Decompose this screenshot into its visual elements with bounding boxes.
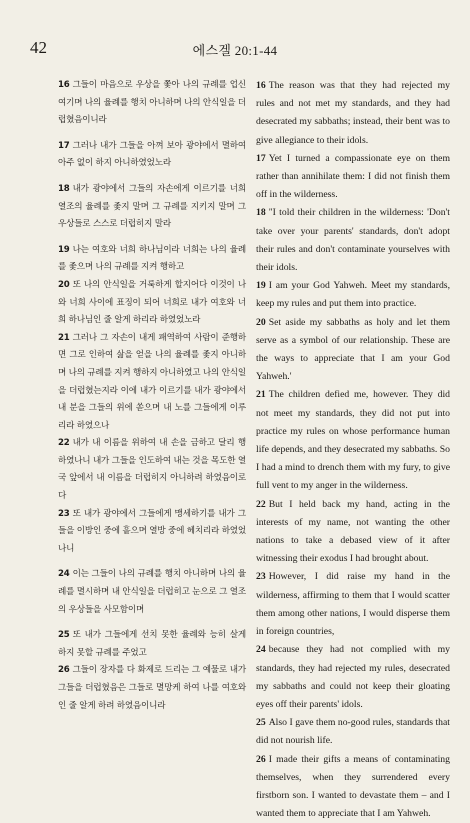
korean-verse-24 bbox=[58, 566, 246, 619]
korean-verse-text: 이는 그들이 나의 규례를 행치 아니하며 나의 율례를 멸시하며 내 안식일을 더럽히고 눈으로 그 열조의 우상들을 사모함이며 bbox=[58, 569, 246, 615]
english-verse-text: I made their gifts a means of contaminating themselves, when they surrendered every firstborn son. I wanted to devastate them – and I wanted them to appreciate that I am Yahweh. bbox=[256, 753, 450, 820]
korean-verse-text: 내가 내 이름을 위하여 내 손을 금하고 달리 행하였나니 내가 그들을 인도하여 내는 것을 목도한 열국 앞에서 내 이름을 더럽히지 아니하려 하였음이로다 bbox=[58, 438, 246, 502]
english-verse-19 bbox=[256, 277, 450, 313]
english-verse-text: "I told their children in the wilderness: 'Don't take over your parents' standards, don't adopt their rules and don't contaminate yourselves with their idols. bbox=[256, 207, 450, 274]
english-verse-17 bbox=[256, 150, 450, 205]
english-verse-number: 24 bbox=[256, 644, 266, 656]
korean-verse-number: 26 bbox=[58, 665, 70, 676]
english-verse-16 bbox=[256, 77, 450, 150]
english-verse-text: However, I did raise my hand in the wilderness, affirming to them that I would scatter them among other nations, I would disperse them in foreign countries, bbox=[256, 571, 450, 638]
korean-verse-16 bbox=[58, 77, 246, 130]
korean-verse-text: 그들이 마음으로 우상을 쫓아 나의 규례를 업신여기며 나의 율례를 행치 아니하며 나의 안식일을 더럽혔음이니라 bbox=[58, 80, 246, 126]
korean-verse-25 bbox=[58, 627, 246, 662]
english-verse-number: 18 bbox=[256, 207, 266, 219]
korean-verse-number: 24 bbox=[58, 569, 70, 580]
english-verse-21 bbox=[256, 386, 450, 495]
korean-verse-20 bbox=[58, 277, 246, 330]
english-verse-23 bbox=[256, 568, 450, 641]
english-verse-20 bbox=[256, 314, 450, 387]
english-verse-text: But I held back my hand, acting in the interests of my name, not wanting the other nations to take a debased view of it after witnessing their exodus I had brought about. bbox=[256, 498, 450, 565]
korean-verse-text: 그러나 내가 그들을 아껴 보아 광야에서 멸하여 아주 없이 하지 아니하였었노라 bbox=[58, 140, 246, 169]
english-verse-text: Also I gave them no-good rules, standards that did not nourish life. bbox=[256, 717, 450, 747]
english-verse-text: because they had not complied with my standards, they had rejected my rules, desecrated my sabbaths and could not keep their gloating eyes off their parents' idols. bbox=[256, 644, 450, 710]
page-number: 42 bbox=[30, 38, 47, 57]
english-verse-26 bbox=[256, 751, 450, 823]
english-verse-number: 22 bbox=[256, 498, 266, 510]
english-verse-number: 16 bbox=[256, 80, 266, 91]
korean-verse-text: 또 나의 안식일을 거룩하게 할지어다 이것이 나와 너희 사이에 표징이 되어 너희로 내가 여호와 너희 하나님인 줄 알게 하리라 하였었노라 bbox=[58, 279, 246, 326]
english-verse-number: 25 bbox=[256, 717, 266, 729]
korean-verse-23 bbox=[58, 506, 246, 559]
english-verse-number: 20 bbox=[256, 316, 266, 328]
korean-verse-19 bbox=[58, 242, 246, 277]
english-verse-22 bbox=[256, 496, 450, 569]
english-verse-number: 17 bbox=[256, 152, 266, 164]
korean-verse-17 bbox=[58, 138, 246, 173]
korean-verse-number: 20 bbox=[58, 279, 70, 290]
korean-verse-text: 내가 광야에서 그들의 자손에게 이르기를 너희 열조의 율례를 좇지 말며 그 규례를 지키지 말며 그 우상들로 스스로 더럽히지 말라 bbox=[58, 183, 246, 230]
korean-verse-18 bbox=[58, 181, 246, 234]
english-verse-number: 23 bbox=[256, 571, 266, 583]
korean-verse-number: 21 bbox=[58, 332, 70, 343]
korean-verse-26 bbox=[58, 662, 246, 715]
running-head: 에스겔 20:1-44 bbox=[192, 43, 278, 58]
korean-verse-text: 그들이 장자를 다 화제로 드리는 그 예물로 내가 그들을 더럽혔음은 그들로 멸망케 하여 나를 여호와인 줄 알게 하려 하였음이니라 bbox=[58, 665, 246, 711]
korean-verse-21 bbox=[58, 330, 246, 436]
english-verse-text: I am your God Yahweh. Meet my standards, keep my rules and put them into practice. bbox=[256, 280, 450, 310]
english-column bbox=[256, 77, 450, 823]
english-verse-text: The children defied me, however. They did not meet my standards, they did not put into practice my rules on whose performance human life depends, and they desecrated my sabbaths. So I had a mind to drench them with my fury, to give full vent to my anger in the wilderness. bbox=[256, 389, 450, 492]
english-verse-number: 26 bbox=[256, 753, 266, 765]
english-verse-24 bbox=[256, 641, 450, 714]
korean-verse-22 bbox=[58, 435, 246, 505]
english-verse-text: Set aside my sabbaths as holy and let them serve as a symbol of our relationship. These are the ways to appreciate that I am your God Yahweh.' bbox=[256, 316, 450, 383]
korean-verse-text: 나는 여호와 너희 하나님이라 너희는 나의 율례를 좇으며 나의 규례를 지켜 행하고 bbox=[58, 244, 246, 273]
korean-verse-number: 16 bbox=[58, 80, 70, 90]
korean-verse-text: 또 내가 그들에게 선치 못한 율례와 능히 살게 하지 못할 규례를 주었고 bbox=[58, 630, 246, 658]
korean-verse-number: 25 bbox=[58, 630, 70, 641]
korean-verse-text: 또 내가 광야에서 그들에게 맹세하기를 내가 그들을 이방인 중에 흩으며 열방 중에 헤치리라 하였었나니 bbox=[58, 508, 246, 554]
korean-verse-text: 그러나 그 자손이 내게 패역하여 사람이 준행하면 그로 인하여 삶을 얻을 나의 율례를 좇지 아니하며 나의 규례를 지켜 행하지 아니하였고 나의 안식일을 더럽혔는지라 이에 내가 이르기를 내가 광야에서 내 분을 그들의 위에 쏟으며 내 노를 그들에게 이루리라 하였으나 bbox=[58, 332, 246, 431]
korean-verse-number: 23 bbox=[58, 508, 70, 519]
korean-verse-number: 18 bbox=[58, 183, 70, 194]
korean-column bbox=[58, 77, 246, 715]
english-verse-text: The reason was that they had rejected my rules and not met my standards, and they had desecrated my sabbaths; instead, their bent was to give allegiance to their idols. bbox=[256, 80, 450, 146]
english-verse-number: 19 bbox=[256, 280, 266, 292]
english-verse-18 bbox=[256, 204, 450, 277]
english-verse-number: 21 bbox=[256, 389, 266, 401]
korean-verse-number: 19 bbox=[58, 244, 70, 255]
english-verse-text: Yet I turned a compassionate eye on them rather than annihilate them: I did not finish them off in the wilderness. bbox=[256, 152, 450, 201]
korean-verse-number: 22 bbox=[58, 438, 70, 449]
korean-verse-number: 17 bbox=[58, 140, 70, 151]
english-verse-25 bbox=[256, 714, 450, 750]
